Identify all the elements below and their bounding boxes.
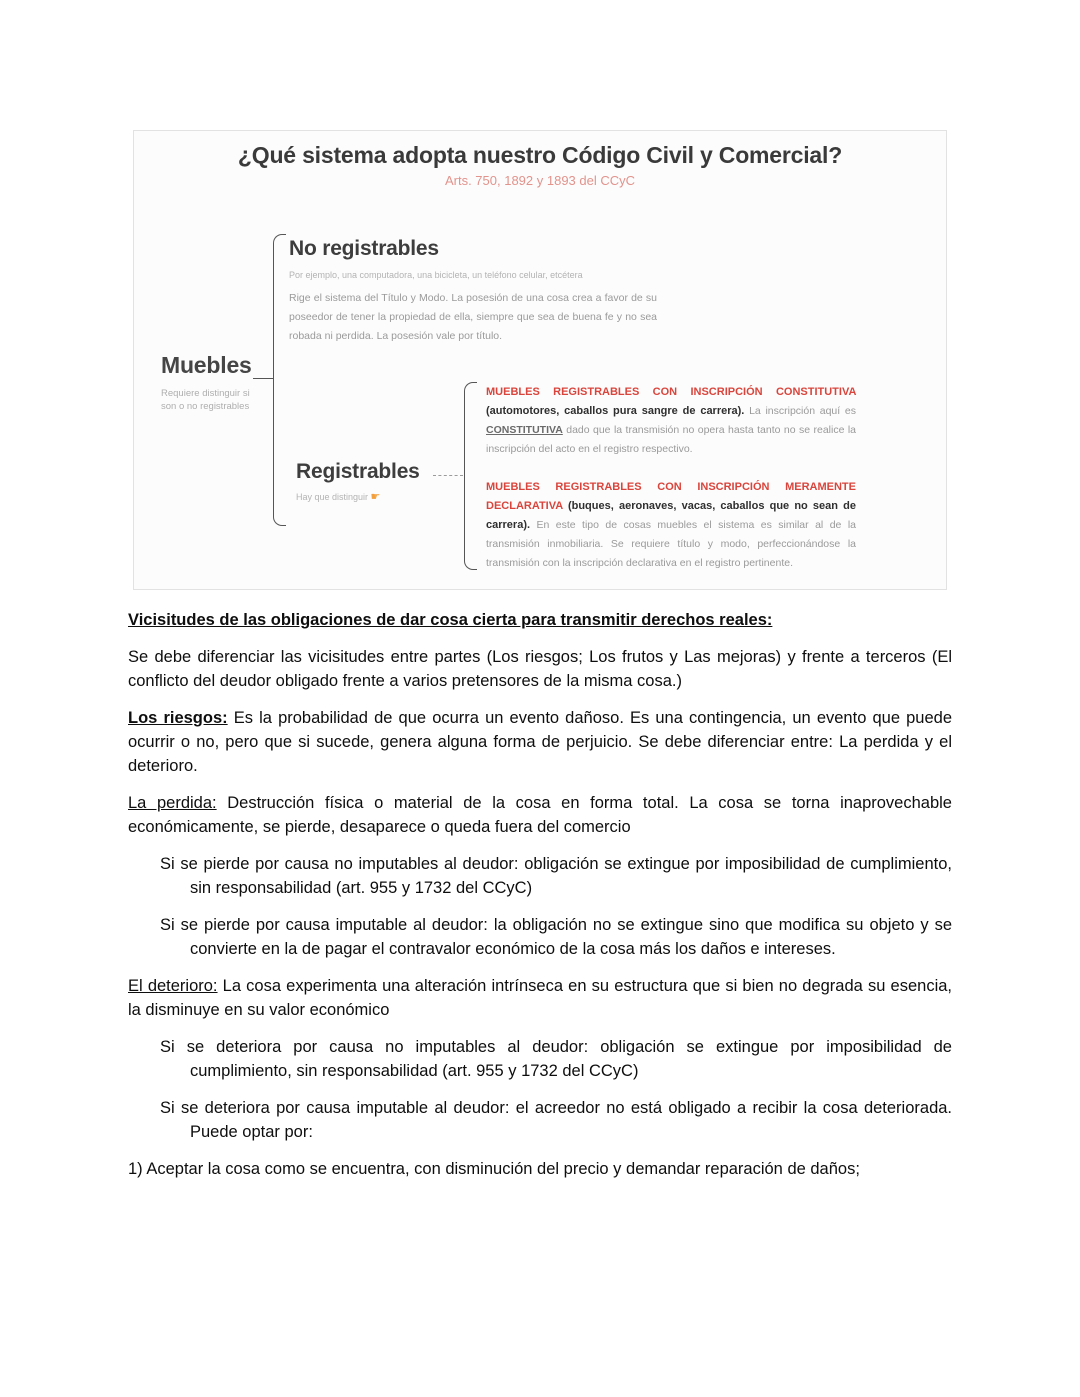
leaf-declarativa-heading: MUEBLES REGISTRABLES CON INSCRIPCIÓN MERAMENTE DECLARATIVA — [486, 481, 856, 512]
section-heading — [128, 608, 952, 632]
leaf-constitutiva-body-suffix: dado que la transmisión no opera hasta tanto no se realice la inscripción del acto en el registro respectivo. — [486, 424, 856, 455]
registrables-sub-bracket — [464, 382, 477, 570]
leaf-declarativa-body: En este tipo de cosas muebles el sistema es similar al de la transmisión inmobiliaria. Se requiere título y modo, perfeccionándose la transmisión con la inscripción declarativa en el registro pertinente. — [486, 519, 856, 569]
diagram-title: ¿Qué sistema adopta nuestro Código Civil y Comercial? — [237, 142, 843, 168]
leaf-constitutiva-body-prefix: La inscripción aquí es — [744, 405, 856, 417]
leaf-constitutiva-emphasis: CONSTITUTIVA — [486, 424, 563, 436]
closing-paragraph: 1) Aceptar la cosa como se encuentra, con disminución del precio y demandar reparación de daños; — [128, 1160, 860, 1178]
perdida-bullet-1: Si se pierde por causa no imputables al deudor: obligación se extingue por imposibilidad de cumplimiento, sin responsabilidad (art. 955 y 1732 del CCyC) — [160, 855, 952, 897]
leaf-constitutiva-heading-suffix: (automotores, caballos pura sangre de carrera). — [486, 405, 745, 417]
deterioro-bullet-2: Si se deteriora por causa imputable al deudor: el acreedor no está obligado a recibir la cosa deteriorada. Puede optar por: — [160, 1099, 952, 1141]
riesgos-text: Es la probabilidad de que ocurra un evento dañoso. Es una contingencia, un evento que puede ocurrir o no, pero que si sucede, genera alguna forma de perjuicio. Se debe diferenciar entre: La perdida y el deterioro. — [128, 709, 953, 775]
node-no-registrables-label: No registrables — [289, 237, 439, 260]
leaf-declarativa — [486, 478, 856, 573]
registrables-connector-line — [433, 475, 463, 476]
registrables-caption-text: Hay que distinguir — [296, 492, 371, 502]
document-body — [128, 608, 952, 1194]
main-branch-bracket — [273, 234, 286, 526]
no-registrables-example: Por ejemplo, una computadora, una bicicleta, un teléfono celular, etcétera — [289, 270, 583, 280]
no-registrables-body: Rige el sistema del Título y Modo. La posesión de una cosa crea a favor de su poseedor de tener la propiedad de ella, siempre que sea de buena fe y no sea robada ni perdida. La posesión vale por título. — [289, 292, 657, 342]
perdida-bullet-2: Si se pierde por causa imputable al deudor: la obligación no se extingue sino que modifica su objeto y se convierte en la de pagar el contravalor económico de la cosa más los daños e intereses. — [160, 916, 952, 958]
perdida-label: La perdida: — [128, 794, 217, 812]
riesgos-label: Los riesgos: — [128, 709, 228, 727]
pointing-finger-icon: ☛ — [370, 491, 381, 503]
muebles-connector-line — [253, 378, 273, 379]
deterioro-label: El deterioro: — [128, 977, 218, 995]
leaf-declarativa-heading-suffix: (buques, aeronaves, vacas, caballos que no sean de carrera). — [486, 500, 856, 531]
perdida-text: Destrucción física o material de la cosa en forma total. La cosa se torna inaprovechable económicamente, se pierde, desaparece o queda fuera del comercio — [128, 794, 952, 836]
node-muebles-label: Muebles — [161, 352, 252, 378]
deterioro-bullet-1: Si se deteriora por causa no imputables al deudor: obligación se extingue por imposibilidad de cumplimiento, sin responsabilidad (art. 955 y 1732 del CCyC) — [160, 1038, 952, 1080]
leaf-constitutiva-heading: MUEBLES REGISTRABLES CON INSCRIPCIÓN CONSTITUTIVA — [486, 386, 856, 398]
diagram-subtitle: Arts. 750, 1892 y 1893 del CCyC — [444, 173, 636, 188]
mindmap-diagram — [133, 130, 947, 590]
intro-paragraph: Se debe diferenciar las vicisitudes entre partes (Los riesgos; Los frutos y Las mejoras) y frente a terceros (El conflicto del deudor obligado frente a varios pretensores de la misma cosa.) — [128, 648, 952, 690]
registrables-caption — [296, 490, 380, 503]
perdida-paragraph — [128, 791, 952, 839]
riesgos-paragraph — [128, 706, 952, 778]
node-registrables-label: Registrables — [296, 460, 420, 483]
deterioro-text: La cosa experimenta una alteración intrínseca en su estructura que si bien no degrada su esencia, la disminuye en su valor económico — [128, 977, 952, 1019]
deterioro-paragraph — [128, 974, 952, 1022]
leaf-constitutiva — [486, 383, 856, 459]
node-muebles-caption: Requiere distinguir si son o no registrables — [161, 388, 250, 412]
section-heading-text: Vicisitudes de las obligaciones de dar cosa cierta para transmitir derechos reales: — [128, 611, 773, 629]
